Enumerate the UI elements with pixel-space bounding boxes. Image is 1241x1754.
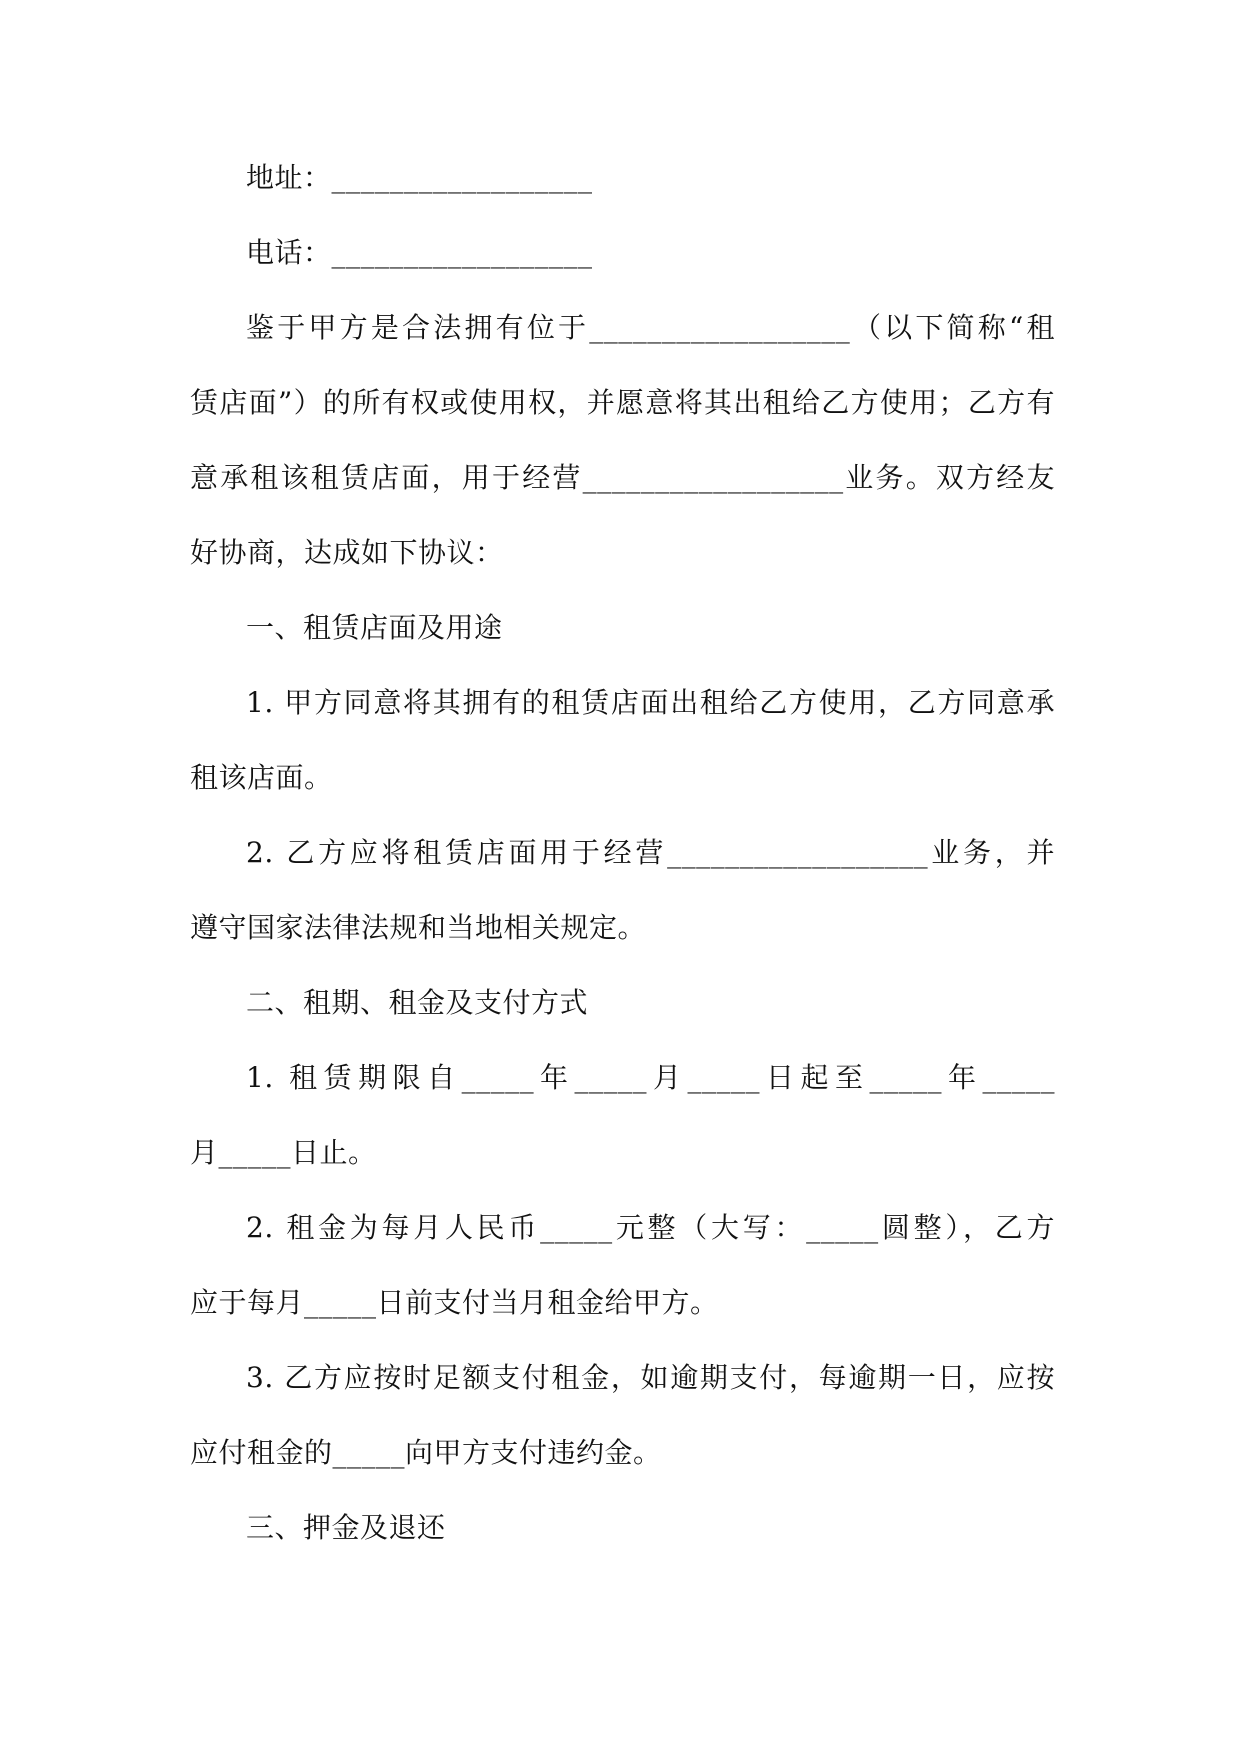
- clause-line: 应于每月_____日前支付当月租金给甲方。: [190, 1286, 719, 1319]
- text-line-phone: 电话：__________________: [246, 236, 593, 269]
- section-heading-2: 二、租期、租金及支付方式: [246, 986, 589, 1019]
- clause-line: 租该店面。: [190, 761, 333, 794]
- text-line: 赁店面”）的所有权或使用权，并愿意将其出租给乙方使用；乙方有: [190, 386, 1055, 419]
- clause-line: 遵守国家法律法规和当地相关规定。: [190, 911, 647, 944]
- clause-line: 应付租金的_____向甲方支付违约金。: [190, 1436, 662, 1469]
- clause-line: 1. 租赁期限自_____年_____月_____日起至_____年_____: [246, 1061, 1055, 1094]
- section-heading-1: 一、租赁店面及用途: [246, 611, 503, 644]
- text-line: 意承租该租赁店面，用于经营__________________业务。双方经友: [190, 461, 1055, 494]
- text-line: 鉴于甲方是合法拥有位于__________________（以下简称“租: [246, 311, 1055, 344]
- text-line: 好协商，达成如下协议：: [190, 536, 504, 569]
- clause-line: 1. 甲方同意将其拥有的租赁店面出租给乙方使用，乙方同意承: [246, 686, 1055, 719]
- text-line-address: 地址：__________________: [246, 161, 593, 194]
- clause-line: 2. 乙方应将租赁店面用于经营__________________业务，并: [246, 836, 1055, 869]
- section-heading-3: 三、押金及退还: [246, 1511, 446, 1544]
- clause-line: 月_____日止。: [190, 1136, 377, 1169]
- clause-line: 2. 租金为每月人民币_____元整（大写：_____圆整），乙方: [246, 1211, 1055, 1244]
- document-body: [190, 140, 1055, 1565]
- clause-line: 3. 乙方应按时足额支付租金，如逾期支付，每逾期一日，应按: [246, 1361, 1055, 1394]
